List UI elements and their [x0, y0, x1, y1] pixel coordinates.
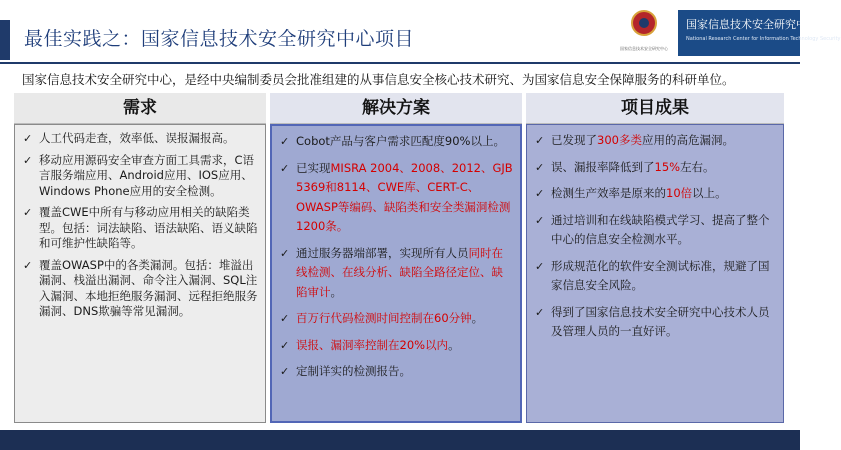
item-text: 覆盖CWE中所有与移动应用相关的缺陷类型。包括：词法缺陷、语法缺陷、语义缺陷和可维护性缺陷等。 [39, 205, 258, 250]
logo-caption: 国家信息技术安全研究中心 [620, 46, 668, 51]
solution-list [278, 132, 514, 382]
check-icon: ✓ [535, 160, 545, 174]
check-icon: ✓ [535, 134, 545, 147]
item-highlight: MISRA 2004、2008、2012、GJB 5369和8114、CWE库、CERT-C、OWASP等编码、缺陷类和安全类漏洞检测1200条。 [296, 160, 513, 233]
check-icon: ✓ [280, 161, 290, 175]
title-accent-bar [0, 20, 10, 60]
column-heading: 解决方案 [270, 93, 522, 124]
item-text: 已实现 [296, 160, 331, 175]
item-text: 已发现了 [551, 133, 597, 147]
item-highlight: 10倍 [666, 186, 693, 200]
item-text: 。 [471, 311, 484, 325]
item-highlight: 误报、漏洞率控制在20%以内 [296, 337, 449, 352]
item-text: 得到了国家信息技术安全研究中心技术人员及管理人员的一直好评。 [551, 304, 770, 338]
check-icon: ✓ [535, 213, 545, 227]
brand-name-en: National Research Center for Information Technology Security [686, 36, 841, 42]
list-item [533, 184, 777, 204]
page-title: 最佳实践之：国家信息技术安全研究中心项目 [24, 28, 415, 50]
column-solution [270, 93, 522, 423]
list-item [21, 131, 259, 147]
item-text: 左右。 [680, 159, 715, 174]
item-text: 通过服务器端部署，实现所有人员 [296, 245, 469, 260]
list-item [21, 205, 259, 252]
check-icon: ✓ [23, 206, 33, 219]
column-heading: 需求 [14, 93, 266, 124]
list-item [278, 362, 514, 382]
check-icon: ✓ [535, 305, 545, 319]
results-list [533, 131, 777, 342]
check-icon: ✓ [535, 259, 545, 273]
requirements-list [21, 131, 259, 320]
list-item [533, 158, 777, 178]
brand-banner [678, 10, 841, 56]
item-text: 。 [330, 284, 342, 299]
list-item [278, 159, 514, 237]
list-item [278, 336, 514, 356]
list-item [278, 132, 514, 152]
item-text: 。 [448, 337, 460, 352]
check-icon: ✓ [280, 246, 290, 260]
column-results [526, 93, 784, 423]
item-text: 以上。 [692, 186, 727, 200]
item-text: 检测生产效率是原来的 [551, 186, 666, 200]
item-text: 通过培训和在线缺陷模式学习、提高了整个中心的信息安全检测水平。 [551, 212, 770, 246]
check-icon: ✓ [280, 338, 290, 352]
slide-header [0, 0, 841, 66]
item-text: 定制详实的检测报告。 [296, 364, 411, 378]
list-item [278, 244, 514, 303]
check-icon: ✓ [280, 135, 290, 148]
organization-logo [611, 8, 667, 58]
item-highlight: 15% [654, 159, 681, 174]
item-highlight: 百万行代码检测时间控制在60分钟 [296, 311, 472, 325]
footer-bar [0, 430, 800, 450]
list-item [533, 303, 777, 342]
item-text: 移动应用源码安全审查方面工具需求，C语言服务端应用、Android应用、IOS应用、Windows Phone应用的安全检测。 [39, 152, 255, 198]
item-text: 形成规范化的软件安全测试标准，规避了国家信息安全风险。 [551, 258, 770, 292]
list-item [278, 309, 514, 329]
list-item [21, 258, 259, 320]
item-text: 人工代码走查，效率低、误报漏报高。 [39, 131, 235, 145]
seal-icon [631, 10, 657, 36]
check-icon: ✓ [280, 365, 290, 378]
brand-name-cn: 国家信息技术安全研究中心 [686, 18, 818, 31]
list-item [533, 211, 777, 250]
check-icon: ✓ [23, 258, 33, 272]
check-icon: ✓ [535, 187, 545, 200]
column-heading: 项目成果 [526, 93, 784, 124]
list-item [533, 131, 777, 151]
item-highlight: 同时在线检测、在线分析、缺陷全路径定位、缺陷审计 [296, 245, 503, 299]
column-requirements [14, 93, 266, 423]
comparison-table [14, 93, 784, 423]
item-text: Cobot产品与客户需求匹配度90%以上。 [296, 134, 505, 148]
check-icon: ✓ [23, 153, 33, 167]
item-text: 覆盖OWASP中的各类漏洞。包括：堆溢出漏洞、栈溢出漏洞、命令注入漏洞、SQL注入漏洞、本地拒绝服务漏洞、远程拒绝服务漏洞、DNS欺骗等常见漏洞。 [39, 257, 258, 318]
item-highlight: 300多类 [597, 133, 642, 147]
list-item [21, 153, 259, 200]
title-divider [0, 62, 800, 64]
list-item [533, 257, 777, 296]
check-icon: ✓ [280, 312, 290, 325]
check-icon: ✓ [23, 132, 33, 145]
item-text: 应用的高危漏洞。 [641, 133, 734, 147]
item-text: 误、漏报率降低到了 [551, 159, 655, 174]
intro-text: 国家信息技术安全研究中心，是经中央编制委员会批准组建的从事信息安全核心技术研究、为国家信息安全保障服务的科研单位。 [22, 72, 735, 87]
